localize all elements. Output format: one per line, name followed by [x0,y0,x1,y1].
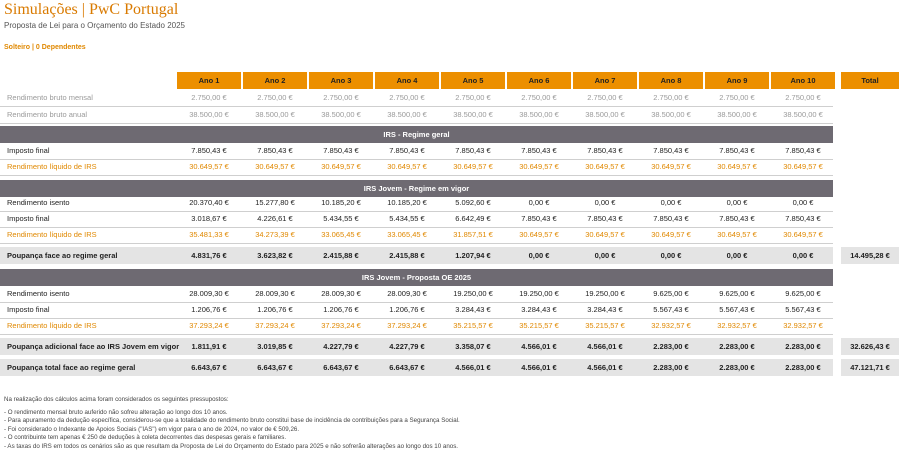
cell-value: 4.566,01 € [455,363,491,372]
cell-value: 5.434,55 € [389,214,425,223]
cell-value: 0,00 € [792,251,814,260]
cell-value: 5.092,60 € [455,198,491,207]
column-header-ano-7: Ano 7 [573,72,637,89]
cell-value: 2.750,00 € [653,93,689,102]
row-rendimento-anual-label: Rendimento bruto anual [7,110,88,119]
row-jovem-proposta-imposto-label: Imposto final [7,305,50,314]
row-jovem-proposta-liquido [0,317,833,335]
cell-value: 1.206,76 € [323,305,359,314]
row-rendimento-anual [0,106,833,124]
row-poupanca-total-label: Poupança total face ao regime geral [7,363,136,372]
cell-value: 37.293,24 € [387,321,427,330]
row-jovem-vigor-liquido-label: Rendimento líquido de IRS [7,230,97,239]
cell-value: 35.215,57 € [585,321,625,330]
cell-value: 2.283,00 € [785,342,821,351]
cell-value: 28.009,30 € [321,289,361,298]
cell-value: 38.500,00 € [453,110,493,119]
cell-value: 7.850,43 € [653,146,689,155]
cell-value: 4.566,01 € [521,342,557,351]
cell-value: 35.215,57 € [519,321,559,330]
cell-value: 7.850,43 € [521,146,557,155]
cell-value: 15.277,80 € [255,198,295,207]
cell-value: 7.850,43 € [587,214,623,223]
cell-value: 28.009,30 € [189,289,229,298]
cell-value: 3.358,07 € [455,342,491,351]
cell-value: 31.857,51 € [453,230,493,239]
row-jovem-proposta-liquido-label: Rendimento líquido de IRS [7,321,97,330]
cell-value: 30.649,57 € [387,162,427,171]
cell-value: 2.750,00 € [191,93,227,102]
cell-value: 35.215,57 € [453,321,493,330]
cell-value: 2.283,00 € [719,342,755,351]
cell-value: 20.370,40 € [189,198,229,207]
cell-value: 34.273,39 € [255,230,295,239]
cell-value: 6.643,67 € [191,363,227,372]
cell-value: 1.206,76 € [191,305,227,314]
cell-value: 1.811,91 € [191,342,227,351]
cell-value: 2.283,00 € [653,363,689,372]
cell-value: 30.649,57 € [717,162,757,171]
cell-value: 7.850,43 € [323,146,359,155]
cell-value: 2.750,00 € [389,93,425,102]
note-item: - As taxas do IRS em todos os cenários são as que resultam da Proposta de Lei do Orçamento do Estado para 2025 e não sofrerão alterações ao longo dos 10 anos. [4,442,459,450]
cell-value: 6.643,67 € [257,363,293,372]
column-header-ano-10: Ano 10 [771,72,835,89]
cell-value: 7.850,43 € [785,214,821,223]
cell-value: 7.850,43 € [389,146,425,155]
column-header-ano-1: Ano 1 [177,72,241,89]
total-poupanca-total: 47.121,71 € [841,359,899,376]
note-item: - O contribuinte tem apenas € 250 de deduções à coleta decorrentes das despesas gerais e familiares. [4,434,287,442]
cell-value: 38.500,00 € [717,110,757,119]
cell-value: 7.850,43 € [719,214,755,223]
cell-value: 1.206,76 € [257,305,293,314]
cell-value: 38.500,00 € [651,110,691,119]
cell-value: 0,00 € [726,251,748,260]
cell-value: 2.283,00 € [719,363,755,372]
cell-value: 0,00 € [726,198,748,207]
cell-value: 2.750,00 € [323,93,359,102]
cell-value: 3.284,43 € [455,305,491,314]
cell-value: 30.649,57 € [783,230,823,239]
row-regime-geral-liquido-label: Rendimento líquido de IRS [7,162,97,171]
cell-value: 3.284,43 € [521,305,557,314]
cell-value: 30.649,57 € [717,230,757,239]
cell-value: 2.283,00 € [653,342,689,351]
cell-value: 0,00 € [528,251,550,260]
cell-value: 2.750,00 € [257,93,293,102]
row-jovem-vigor-isento-label: Rendimento isento [7,198,70,207]
row-jovem-vigor-poupanca [0,247,833,264]
cell-value: 6.643,67 € [323,363,359,372]
row-rendimento-mensal [0,89,833,107]
cell-value: 10.185,20 € [387,198,427,207]
cell-value: 35.481,33 € [189,230,229,239]
row-regime-geral-imposto-label: Imposto final [7,146,50,155]
row-jovem-vigor-poupanca-label: Poupança face ao regime geral [7,251,118,260]
page-title: Simulações | PwC Portugal [4,1,179,18]
assumptions-notes [4,396,460,452]
cell-value: 32.932,57 € [651,321,691,330]
cell-value: 30.649,57 € [519,230,559,239]
section-regime-geral: IRS - Regime geral [0,126,833,143]
cell-value: 19.250,00 € [585,289,625,298]
cell-value: 10.185,20 € [321,198,361,207]
cell-value: 32.932,57 € [717,321,757,330]
cell-value: 38.500,00 € [519,110,559,119]
cell-value: 2.750,00 € [719,93,755,102]
cell-value: 32.932,57 € [783,321,823,330]
column-header-ano-6: Ano 6 [507,72,571,89]
cell-value: 4.566,01 € [587,342,623,351]
section-jovem-proposta: IRS Jovem - Proposta OE 2025 [0,269,833,286]
cell-value: 4.227,79 € [389,342,425,351]
cell-value: 6.642,49 € [455,214,491,223]
cell-value: 9.625,00 € [719,289,755,298]
cell-value: 7.850,43 € [719,146,755,155]
column-header-ano-3: Ano 3 [309,72,373,89]
cell-value: 37.293,24 € [255,321,295,330]
note-item: - Foi considerado o Indexante de Apoios Sociais ("IAS") em vigor para o ano de 2024, no valor de € 509,26. [4,425,300,433]
cell-value: 5.567,43 € [653,305,689,314]
cell-value: 38.500,00 € [387,110,427,119]
cell-value: 30.649,57 € [585,230,625,239]
cell-value: 0,00 € [660,251,682,260]
row-regime-geral-liquido [0,158,833,176]
cell-value: 5.434,55 € [323,214,359,223]
cell-value: 2.750,00 € [785,93,821,102]
column-header-ano-8: Ano 8 [639,72,703,89]
cell-value: 30.649,57 € [585,162,625,171]
cell-value: 30.649,57 € [321,162,361,171]
cell-value: 7.850,43 € [587,146,623,155]
cell-value: 2.415,88 € [323,251,359,260]
cell-value: 38.500,00 € [189,110,229,119]
cell-value: 5.567,43 € [719,305,755,314]
cell-value: 2.415,88 € [389,251,425,260]
cell-value: 7.850,43 € [191,146,227,155]
cell-value: 38.500,00 € [255,110,295,119]
cell-value: 3.284,43 € [587,305,623,314]
cell-value: 5.567,43 € [785,305,821,314]
column-header-total: Total [841,72,899,89]
row-jovem-vigor-imposto-label: Imposto final [7,214,50,223]
cell-value: 2.750,00 € [455,93,491,102]
cell-value: 4.566,01 € [521,363,557,372]
cell-value: 1.207,94 € [455,251,491,260]
column-header-ano-9: Ano 9 [705,72,769,89]
cell-value: 3.623,82 € [257,251,293,260]
cell-value: 6.643,67 € [389,363,425,372]
cell-value: 7.850,43 € [455,146,491,155]
notes-intro: Na realização dos cálculos acima foram considerados os seguintes pressupostos: [4,396,229,403]
row-poupanca-adicional-label: Poupança adicional face ao IRS Jovem em vigor [7,342,180,351]
cell-value: 7.850,43 € [257,146,293,155]
cell-value: 9.625,00 € [653,289,689,298]
row-jovem-proposta-isento-label: Rendimento isento [7,289,70,298]
profile-label: Solteiro | 0 Dependentes [4,44,86,51]
cell-value: 38.500,00 € [783,110,823,119]
cell-value: 33.065,45 € [387,230,427,239]
cell-value: 4.227,79 € [323,342,359,351]
cell-value: 7.850,43 € [785,146,821,155]
cell-value: 30.649,57 € [519,162,559,171]
cell-value: 9.625,00 € [785,289,821,298]
cell-value: 2.750,00 € [521,93,557,102]
cell-value: 4.566,01 € [587,363,623,372]
cell-value: 7.850,43 € [521,214,557,223]
cell-value: 1.206,76 € [389,305,425,314]
cell-value: 2.750,00 € [587,93,623,102]
cell-value: 7.850,43 € [653,214,689,223]
cell-value: 37.293,24 € [189,321,229,330]
cell-value: 30.649,57 € [651,162,691,171]
cell-value: 0,00 € [594,251,616,260]
cell-value: 4.831,76 € [191,251,227,260]
note-item: - Para apuramento da dedução específica, considerou-se que a totalidade do rendimento bruto constitui base de incidência de contribuições para a Segurança Social. [4,417,460,425]
row-rendimento-mensal-label: Rendimento bruto mensal [7,93,93,102]
section-jovem-vigor: IRS Jovem - Regime em vigor [0,180,833,197]
cell-value: 37.293,24 € [321,321,361,330]
cell-value: 0,00 € [528,198,550,207]
cell-value: 28.009,30 € [387,289,427,298]
cell-value: 30.649,57 € [189,162,229,171]
total-poupanca-adicional: 32.626,43 € [841,338,899,355]
cell-value: 30.649,57 € [453,162,493,171]
column-header-ano-4: Ano 4 [375,72,439,89]
cell-value: 3.018,67 € [191,214,227,223]
cell-value: 2.283,00 € [785,363,821,372]
cell-value: 0,00 € [660,198,682,207]
cell-value: 3.019,85 € [257,342,293,351]
cell-value: 30.649,57 € [255,162,295,171]
cell-value: 0,00 € [792,198,814,207]
column-header-ano-5: Ano 5 [441,72,505,89]
cell-value: 30.649,57 € [651,230,691,239]
cell-value: 19.250,00 € [519,289,559,298]
row-poupanca-adicional [0,338,833,355]
cell-value: 30.649,57 € [783,162,823,171]
cell-value: 0,00 € [594,198,616,207]
cell-value: 4.226,61 € [257,214,293,223]
column-header-ano-2: Ano 2 [243,72,307,89]
total-jovem-vigor-poupanca: 14.495,28 € [841,247,899,264]
cell-value: 28.009,30 € [255,289,295,298]
note-item: - O rendimento mensal bruto auferido não sofreu alteração ao longo dos 10 anos. [4,408,228,416]
cell-value: 38.500,00 € [585,110,625,119]
cell-value: 38.500,00 € [321,110,361,119]
row-poupanca-total [0,359,833,376]
cell-value: 19.250,00 € [453,289,493,298]
page-subtitle: Proposta de Lei para o Orçamento do Estado 2025 [4,21,186,30]
cell-value: 33.065,45 € [321,230,361,239]
row-jovem-vigor-liquido [0,226,833,244]
